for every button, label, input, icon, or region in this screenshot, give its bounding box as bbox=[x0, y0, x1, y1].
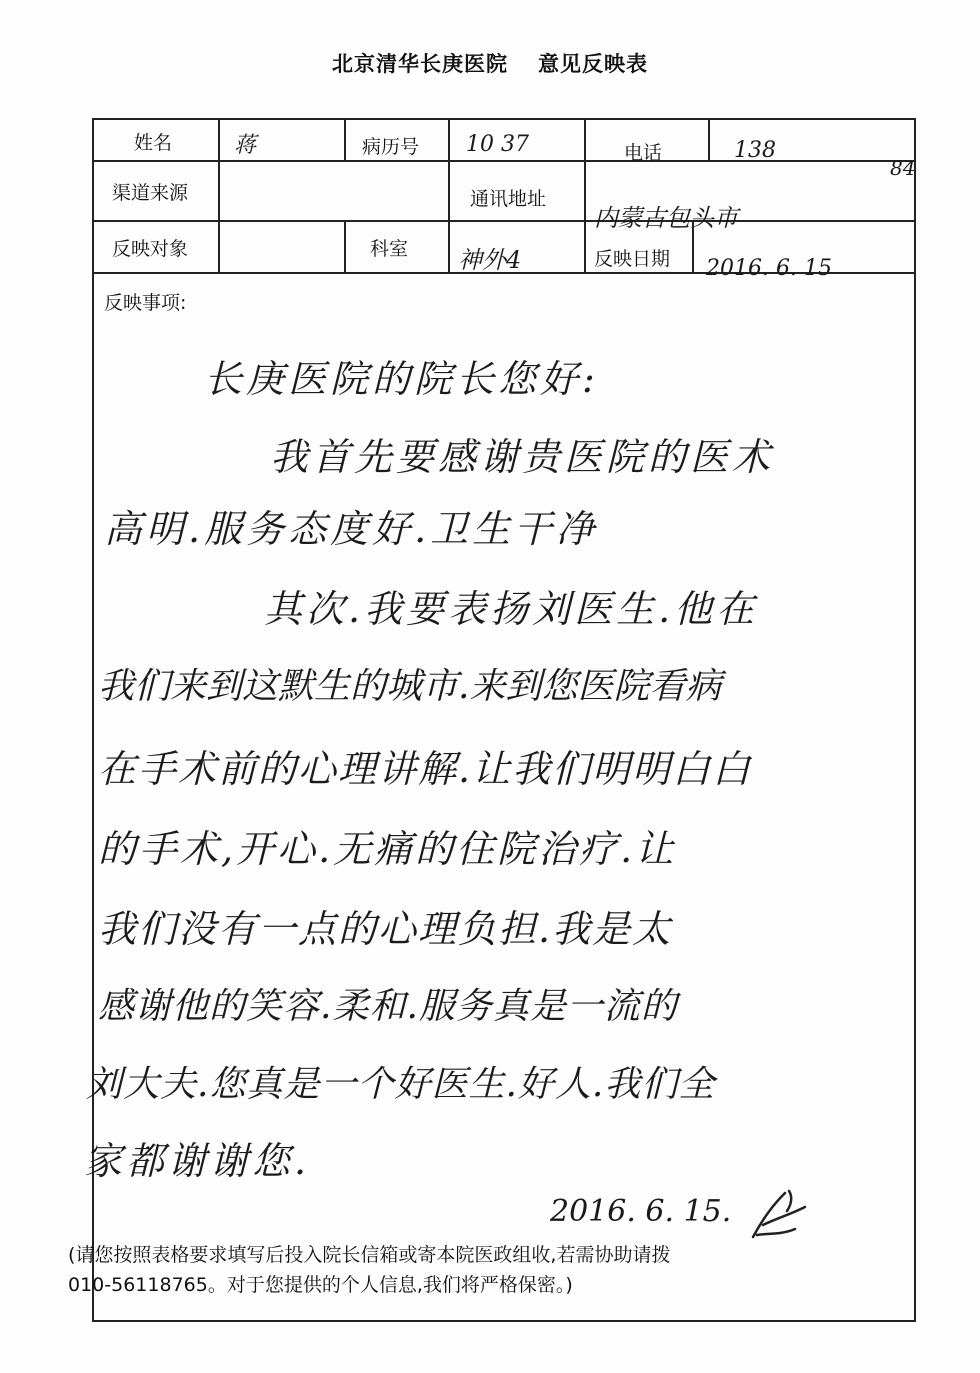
letter-line: 的手术,开心.无痛的住院治疗.让 bbox=[98, 827, 677, 871]
col-divider bbox=[584, 160, 586, 272]
letter-line: 其次.我要表扬刘医生.他在 bbox=[264, 587, 759, 631]
record-number-value: 10 37 bbox=[466, 132, 529, 157]
col-divider bbox=[448, 120, 450, 272]
form-name: 意见反映表 bbox=[538, 52, 648, 76]
record-number-label: 病历号 bbox=[362, 136, 420, 158]
phone-suffix: 84 bbox=[890, 156, 916, 180]
channel-label: 渠道来源 bbox=[112, 182, 189, 204]
letter-line: 我首先要感谢贵医院的医术 bbox=[270, 435, 775, 479]
col-divider bbox=[708, 120, 710, 160]
date-value: 2016. 6. 15 bbox=[706, 256, 832, 281]
date-label: 反映日期 bbox=[594, 248, 671, 270]
letter-line: 家都谢谢您. bbox=[84, 1139, 311, 1183]
row-divider bbox=[94, 220, 914, 222]
letter-line: 在手术前的心理讲解.让我们明明白白 bbox=[98, 747, 753, 791]
letter-line: 长庚医院的院长您好: bbox=[204, 357, 599, 401]
signature-mark bbox=[745, 1185, 815, 1245]
address-value: 内蒙古包头市 bbox=[594, 204, 738, 232]
target-label: 反映对象 bbox=[112, 238, 189, 260]
row-divider bbox=[94, 160, 914, 162]
letter-line: 刘大夫.您真是一个好医生.好人.我们全 bbox=[86, 1064, 716, 1105]
letter-line: 高明.服务态度好.卫生干净 bbox=[104, 507, 599, 551]
feedback-form bbox=[84, 118, 916, 1322]
department-label: 科室 bbox=[370, 238, 409, 260]
col-divider bbox=[344, 120, 346, 160]
footer-note bbox=[68, 1240, 908, 1300]
letter-line: 我们没有一点的心理负担.我是太 bbox=[98, 907, 673, 951]
letter-line: 我们来到这默生的城市.来到您医院看病 bbox=[98, 666, 722, 707]
document-title bbox=[0, 48, 980, 78]
address-label: 通讯地址 bbox=[470, 188, 547, 210]
phone-value: 138 bbox=[734, 138, 776, 163]
department-value: 神外4 bbox=[458, 246, 522, 274]
col-divider bbox=[218, 120, 220, 272]
name-label: 姓名 bbox=[134, 132, 173, 154]
matter-label: 反映事项: bbox=[104, 292, 187, 314]
col-divider bbox=[344, 220, 346, 272]
hospital-name: 北京清华长庚医院 bbox=[332, 52, 508, 76]
name-value: 蒋 bbox=[234, 133, 257, 158]
phone-label: 电话 bbox=[624, 142, 663, 164]
footer-line-2: 010-56118765。对于您提供的个人信息,我们将严格保密。) bbox=[68, 1274, 573, 1296]
letter-line: 感谢他的笑容.柔和.服务真是一流的 bbox=[98, 986, 678, 1027]
letter-date: 2016. 6. 15. bbox=[550, 1194, 732, 1229]
footer-line-1: (请您按照表格要求填写后投入院长信箱或寄本院医政组收,若需协助请拨 bbox=[68, 1244, 671, 1266]
col-divider bbox=[584, 120, 586, 160]
